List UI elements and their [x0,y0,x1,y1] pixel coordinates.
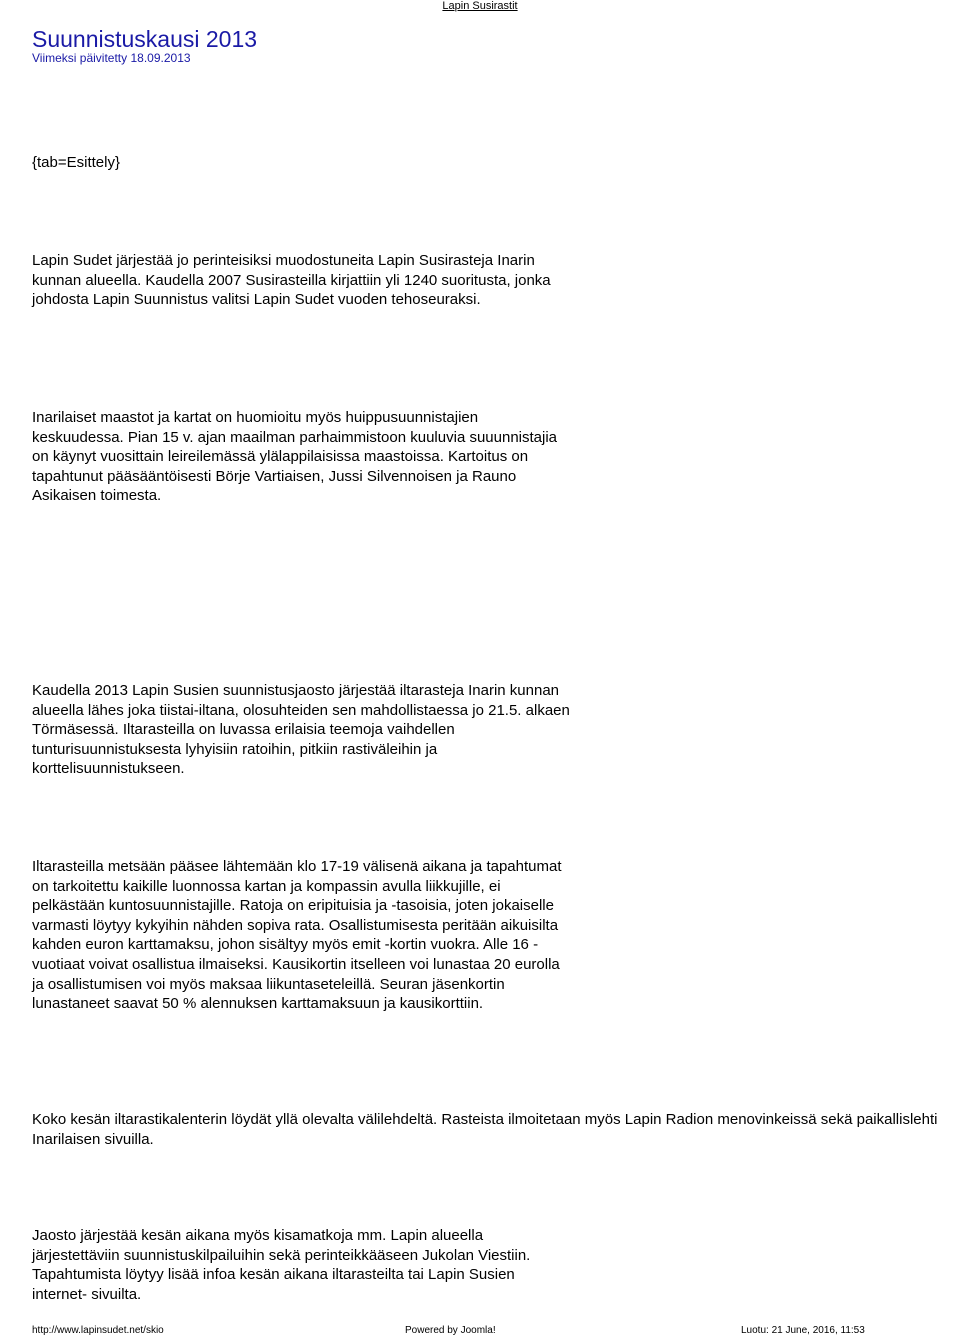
tab-marker-text: {tab=Esittely} [32,154,120,171]
footer-created-date: Luotu: 21 June, 2016, 11:53 [741,1325,865,1336]
page-title: Suunnistuskausi 2013 [32,26,258,52]
paragraph-season-2013: Kaudella 2013 Lapin Susien suunnistusjaosto järjestää iltarasteja Inarin kunnan alueella lähes joka tiistai-iltana, olosuhteiden sen mahdollistaessa jo 21.5. alkaen Törmäsessä. Iltarasteilla on luvassa erilaisia teemoja vaihdellen tunturisuunnistuksesta lyhyisiin ratoihin, pitkiin rastiväleihin ja korttelisuunnistukseen. [32,682,570,778]
footer-url-link[interactable]: http://www.lapinsudet.net/skio [32,1325,164,1336]
last-updated-text: Viimeksi päivitetty 18.09.2013 [32,51,191,65]
footer-powered-by: Powered by Joomla! [405,1325,496,1336]
paragraph-trips: Jaosto järjestää kesän aikana myös kisamatkoja mm. Lapin alueella järjestettäviin suunnistuskilpailuihin sekä perinteikkääseen Jukolan Viestiin. Tapahtumista löytyy lisää infoa kesän aikana iltarasteilta tai Lapin Susien internet- sivuilta. [32,1227,531,1303]
site-name-link[interactable]: Lapin Susirastit [442,0,518,12]
paragraph-evening-events: Iltarasteilla metsään pääsee lähtemään klo 17-19 välisenä aikana ja tapahtumat on tarkoitettu kaikille luonnossa kartan ja kompassin avulla liikkujille, ei pelkästään kuntosuunnistajille. Ratoja on eripituisia ja -tasoisia, joten jokaiselle varmasti löytyy kykyihin nähden sopiva rata. Osallistumisesta peritään aikuisilta kahden euron karttamaksu, johon sisältyy myös emit -kortin vuokra. Alle 16 -vuotiaat voivat osallistua ilmaiseksi. Kausikortin itselleen voi lunastaa 20 eurolla ja osallistumisen voi myös maksaa liikuntaseteleillä. Seuran jäsenkortin lunastaneet saavat 50 % alennuksen karttamaksuun ja kausikorttiin. [32,858,562,1013]
paragraph-intro: Lapin Sudet järjestää jo perinteisiksi muodostuneita Lapin Susirasteja Inarin kunnan alueella. Kaudella 2007 Susirasteilla kirjattiin yli 1240 suoritusta, jonka johdosta Lapin Suunnistus valitsi Lapin Sudet vuoden tehoseuraksi. [32,252,551,309]
paragraph-maps: Inarilaiset maastot ja kartat on huomioitu myös huippusuunnistajien keskuudessa. Pian 15 v. ajan maailman parhaimmistoon kuuluvia suuunnistajia on käynyt vuosittain leireilemässä ylälappilaisissa maastoissa. Kartoitus on tapahtunut pääsääntöisesti Börje Vartiaisen, Jussi Silvennoisen ja Rauno Asikaisen toimesta. [32,409,558,505]
paragraph-calendar: Koko kesän iltarastikalenterin löydät yllä olevalta välilehdeltä. Rasteista ilmoitetaan myös Lapin Radion menovinkeissä sekä paikallislehti Inarilaisen sivuilla. [32,1111,938,1148]
